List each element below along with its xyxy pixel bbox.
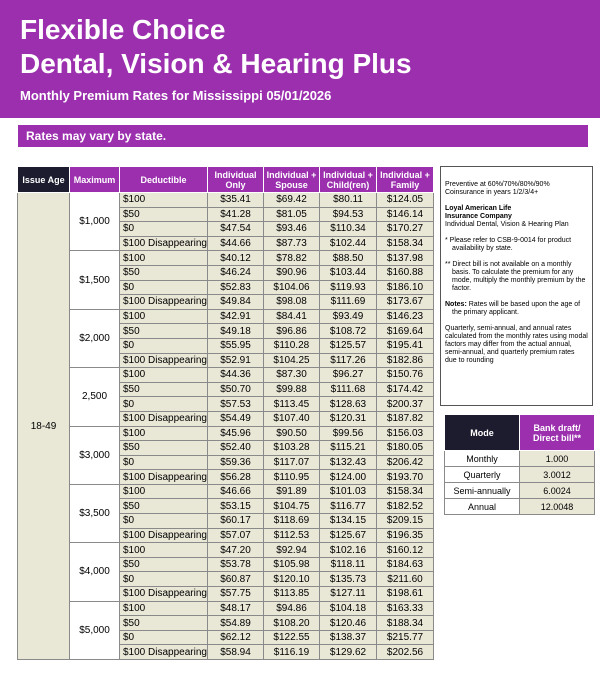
individual-only-cell: $47.54 [208,222,264,237]
individual-only-cell: $48.17 [208,601,264,616]
deductible-cell: $50 [120,265,208,280]
individual-children-cell: $102.44 [320,236,377,251]
individual-spouse-cell: $96.86 [264,324,320,339]
individual-children-cell: $134.15 [320,514,377,529]
individual-children-cell: $88.50 [320,251,377,266]
deductible-cell: $50 [120,441,208,456]
individual-family-cell: $156.03 [377,426,434,441]
mode-factor: 3.0012 [520,467,595,483]
maximum-cell: $3,500 [70,484,120,542]
individual-children-cell: $127.11 [320,587,377,602]
individual-family-cell: $174.42 [377,382,434,397]
individual-family-cell: $200.37 [377,397,434,412]
mode-factor: 6.0024 [520,483,595,499]
individual-family-cell: $195.41 [377,338,434,353]
individual-spouse-cell: $98.08 [264,295,320,310]
individual-children-cell: $135.73 [320,572,377,587]
individual-only-cell: $46.24 [208,265,264,280]
individual-spouse-cell: $99.88 [264,382,320,397]
mode-factor-table [444,414,595,515]
individual-only-cell: $55.95 [208,338,264,353]
individual-spouse-cell: $78.82 [264,251,320,266]
individual-family-cell: $163.33 [377,601,434,616]
individual-family-cell: $158.34 [377,236,434,251]
individual-children-cell: $132.43 [320,455,377,470]
header-text: Family [390,179,420,190]
rate-row [18,251,434,266]
individual-spouse-cell: $104.06 [264,280,320,295]
individual-spouse-cell: $118.69 [264,514,320,529]
deductible-cell: $100 [120,601,208,616]
individual-children-cell: $118.11 [320,557,377,572]
individual-children-cell: $124.00 [320,470,377,485]
individual-spouse-cell: $92.94 [264,543,320,558]
individual-children-cell: $120.46 [320,616,377,631]
header-banner [0,0,600,118]
mode-factor: 1.000 [520,451,595,467]
individual-children-cell: $115.21 [320,441,377,456]
deductible-cell: $100 Disappearing [120,528,208,543]
individual-spouse-cell: $120.10 [264,572,320,587]
individual-children-cell: $116.77 [320,499,377,514]
individual-family-cell: $186.10 [377,280,434,295]
individual-children-cell: $125.57 [320,338,377,353]
deductible-cell: $50 [120,557,208,572]
mode-factor: 12.0048 [520,499,595,515]
individual-family-cell: $215.77 [377,630,434,645]
individual-children-cell: $108.72 [320,324,377,339]
mode-row [445,467,595,483]
notes-label: Notes: [445,301,467,308]
header-text: Individual [214,169,257,180]
notes-text: Rates will be based upon the age of the primary applicant. [452,301,581,316]
company-name-line1: Loyal American Life [445,205,512,212]
individual-spouse-cell: $112.53 [264,528,320,543]
individual-family-cell: $182.52 [377,499,434,514]
age-note [445,301,588,317]
individual-children-cell: $111.68 [320,382,377,397]
individual-only-cell: $40.12 [208,251,264,266]
header-mode: Mode [445,415,520,451]
individual-only-cell: $52.83 [208,280,264,295]
individual-only-cell: $52.91 [208,353,264,368]
deductible-cell: $0 [120,338,208,353]
individual-family-cell: $202.56 [377,645,434,660]
individual-family-cell: $180.05 [377,441,434,456]
maximum-cell: $1,500 [70,251,120,309]
individual-spouse-cell: $69.42 [264,193,320,208]
individual-only-cell: $42.91 [208,309,264,324]
title-line-1: Flexible Choice [20,14,226,45]
individual-children-cell: $128.63 [320,397,377,412]
plan-info-box [440,166,593,406]
individual-children-cell: $99.56 [320,426,377,441]
individual-only-cell: $62.12 [208,630,264,645]
individual-spouse-cell: $110.95 [264,470,320,485]
individual-children-cell: $96.27 [320,368,377,383]
deductible-cell: $100 [120,368,208,383]
rate-row [18,484,434,499]
deductible-cell: $50 [120,499,208,514]
individual-family-cell: $137.98 [377,251,434,266]
header-issue-age: Issue Age [18,167,70,193]
header-text: Individual + [380,169,430,180]
individual-spouse-cell: $122.55 [264,630,320,645]
individual-spouse-cell: $107.40 [264,411,320,426]
modal-rates-note: Quarterly, semi-annual, and annual rates calculated from the monthly rates using modal factors may differ from the actual annual, semi-annual, and quarterly premium rates due to rounding [445,325,588,364]
individual-spouse-cell: $117.07 [264,455,320,470]
deductible-cell: $100 [120,543,208,558]
rate-row [18,426,434,441]
individual-family-cell: $193.70 [377,470,434,485]
deductible-cell: $100 [120,193,208,208]
mode-row [445,451,595,467]
individual-children-cell: $94.53 [320,207,377,222]
individual-only-cell: $49.18 [208,324,264,339]
individual-spouse-cell: $87.30 [264,368,320,383]
maximum-cell: $2,000 [70,309,120,367]
rates-table [17,166,434,660]
maximum-cell: $4,000 [70,543,120,601]
individual-only-cell: $53.78 [208,557,264,572]
deductible-cell: $100 Disappearing [120,470,208,485]
deductible-cell: $100 Disappearing [120,236,208,251]
individual-family-cell: $173.67 [377,295,434,310]
deductible-cell: $0 [120,630,208,645]
header-maximum: Maximum [70,167,120,193]
individual-only-cell: $41.28 [208,207,264,222]
header-text: Child(ren) [326,179,370,190]
rates-header-row [18,167,434,193]
subtitle: Monthly Premium Rates for Mississippi 05/01/2026 [20,88,332,103]
individual-family-cell: $182.86 [377,353,434,368]
deductible-cell: $100 [120,251,208,266]
individual-children-cell: $125.67 [320,528,377,543]
header-factor [520,415,595,451]
header-text: Direct bill** [532,432,581,443]
benefit-text [445,181,588,197]
individual-children-cell: $102.16 [320,543,377,558]
rate-row [18,543,434,558]
mode-row [445,499,595,515]
individual-family-cell: $169.64 [377,324,434,339]
title-line-2: Dental, Vision & Hearing Plus [20,48,412,79]
header-text: Individual + [323,169,373,180]
deductible-cell: $0 [120,514,208,529]
deductible-cell: $100 Disappearing [120,645,208,660]
deductible-cell: $100 [120,309,208,324]
individual-only-cell: $56.28 [208,470,264,485]
header-text: Spouse [275,179,308,190]
individual-family-cell: $209.15 [377,514,434,529]
individual-spouse-cell: $84.41 [264,309,320,324]
individual-family-cell: $198.61 [377,587,434,602]
individual-children-cell: $138.37 [320,630,377,645]
mode-label: Quarterly [445,467,520,483]
header-individual-spouse [264,167,320,193]
header-text: Individual + [266,169,317,180]
maximum-cell: 2,500 [70,368,120,426]
individual-family-cell: $170.27 [377,222,434,237]
mode-label: Semi-annually [445,483,520,499]
deductible-cell: $100 Disappearing [120,295,208,310]
deductible-cell: $0 [120,397,208,412]
deductible-cell: $100 [120,426,208,441]
individual-spouse-cell: $87.73 [264,236,320,251]
plan-name: Individual Dental, Vision & Hearing Plan [445,221,569,228]
individual-spouse-cell: $105.98 [264,557,320,572]
individual-spouse-cell: $91.89 [264,484,320,499]
individual-only-cell: $58.94 [208,645,264,660]
individual-family-cell: $196.35 [377,528,434,543]
individual-spouse-cell: $108.20 [264,616,320,631]
individual-only-cell: $54.49 [208,411,264,426]
company-info [445,205,588,229]
individual-only-cell: $46.66 [208,484,264,499]
deductible-cell: $0 [120,280,208,295]
individual-only-cell: $52.40 [208,441,264,456]
deductible-cell: $50 [120,382,208,397]
individual-only-cell: $44.36 [208,368,264,383]
state-notice: Rates may vary by state. [18,125,588,147]
mode-row [445,483,595,499]
individual-spouse-cell: $103.28 [264,441,320,456]
individual-only-cell: $53.15 [208,499,264,514]
direct-bill-note: ** Direct bill is not available on a monthly basis. To calculate the premium for any mode, multiply the monthly premium by the factor. [445,261,586,292]
company-name-line2: Insurance Company [445,213,512,220]
individual-only-cell: $35.41 [208,193,264,208]
deductible-cell: $0 [120,572,208,587]
coinsurance-text: Coinsurance in years 1/2/3/4+ [445,189,539,196]
individual-spouse-cell: $81.05 [264,207,320,222]
individual-spouse-cell: $104.25 [264,353,320,368]
preventive-text: Preventive at 60%/70%/80%/90% [445,181,550,188]
individual-family-cell: $211.60 [377,572,434,587]
individual-spouse-cell: $104.75 [264,499,320,514]
header-individual-only [208,167,264,193]
deductible-cell: $100 Disappearing [120,587,208,602]
header-text: Bank draft/ [533,422,581,433]
individual-family-cell: $160.88 [377,265,434,280]
individual-family-cell: $187.82 [377,411,434,426]
deductible-cell: $100 [120,484,208,499]
individual-spouse-cell: $90.96 [264,265,320,280]
individual-spouse-cell: $93.46 [264,222,320,237]
issue-age-cell: 18-49 [18,193,70,660]
individual-family-cell: $158.34 [377,484,434,499]
individual-children-cell: $119.93 [320,280,377,295]
individual-children-cell: $129.62 [320,645,377,660]
individual-only-cell: $49.84 [208,295,264,310]
header-individual-children [320,167,377,193]
rate-row [18,601,434,616]
individual-only-cell: $44.66 [208,236,264,251]
individual-family-cell: $124.05 [377,193,434,208]
deductible-cell: $50 [120,616,208,631]
deductible-cell: $100 Disappearing [120,353,208,368]
maximum-cell: $5,000 [70,601,120,659]
individual-only-cell: $57.07 [208,528,264,543]
rate-row [18,368,434,383]
rates-body [18,193,434,660]
individual-children-cell: $120.31 [320,411,377,426]
individual-only-cell: $50.70 [208,382,264,397]
deductible-cell: $0 [120,222,208,237]
individual-children-cell: $103.44 [320,265,377,280]
individual-family-cell: $160.12 [377,543,434,558]
individual-only-cell: $57.75 [208,587,264,602]
individual-children-cell: $117.26 [320,353,377,368]
individual-children-cell: $93.49 [320,309,377,324]
individual-only-cell: $45.96 [208,426,264,441]
individual-spouse-cell: $113.85 [264,587,320,602]
individual-only-cell: $54.89 [208,616,264,631]
mode-header-row [445,415,595,451]
individual-spouse-cell: $94.86 [264,601,320,616]
individual-family-cell: $184.63 [377,557,434,572]
individual-only-cell: $59.36 [208,455,264,470]
individual-only-cell: $60.17 [208,514,264,529]
individual-spouse-cell: $110.28 [264,338,320,353]
individual-spouse-cell: $113.45 [264,397,320,412]
individual-spouse-cell: $116.19 [264,645,320,660]
availability-note: * Please refer to CSB-9-0014 for product availability by state. [445,237,572,252]
mode-label: Annual [445,499,520,515]
individual-children-cell: $110.34 [320,222,377,237]
individual-spouse-cell: $90.50 [264,426,320,441]
deductible-cell: $100 Disappearing [120,411,208,426]
individual-only-cell: $60.87 [208,572,264,587]
deductible-cell: $50 [120,207,208,222]
individual-family-cell: $146.23 [377,309,434,324]
rate-row [18,193,434,208]
header-text: Only [225,179,246,190]
individual-children-cell: $104.18 [320,601,377,616]
individual-family-cell: $146.14 [377,207,434,222]
individual-only-cell: $57.53 [208,397,264,412]
maximum-cell: $1,000 [70,193,120,251]
individual-family-cell: $188.34 [377,616,434,631]
rate-row [18,309,434,324]
individual-children-cell: $80.11 [320,193,377,208]
individual-only-cell: $47.20 [208,543,264,558]
maximum-cell: $3,000 [70,426,120,484]
mode-label: Monthly [445,451,520,467]
deductible-cell: $0 [120,455,208,470]
deductible-cell: $50 [120,324,208,339]
individual-family-cell: $206.42 [377,455,434,470]
individual-children-cell: $111.69 [320,295,377,310]
individual-children-cell: $101.03 [320,484,377,499]
header-deductible: Deductible [120,167,208,193]
header-individual-family [377,167,434,193]
individual-family-cell: $150.76 [377,368,434,383]
